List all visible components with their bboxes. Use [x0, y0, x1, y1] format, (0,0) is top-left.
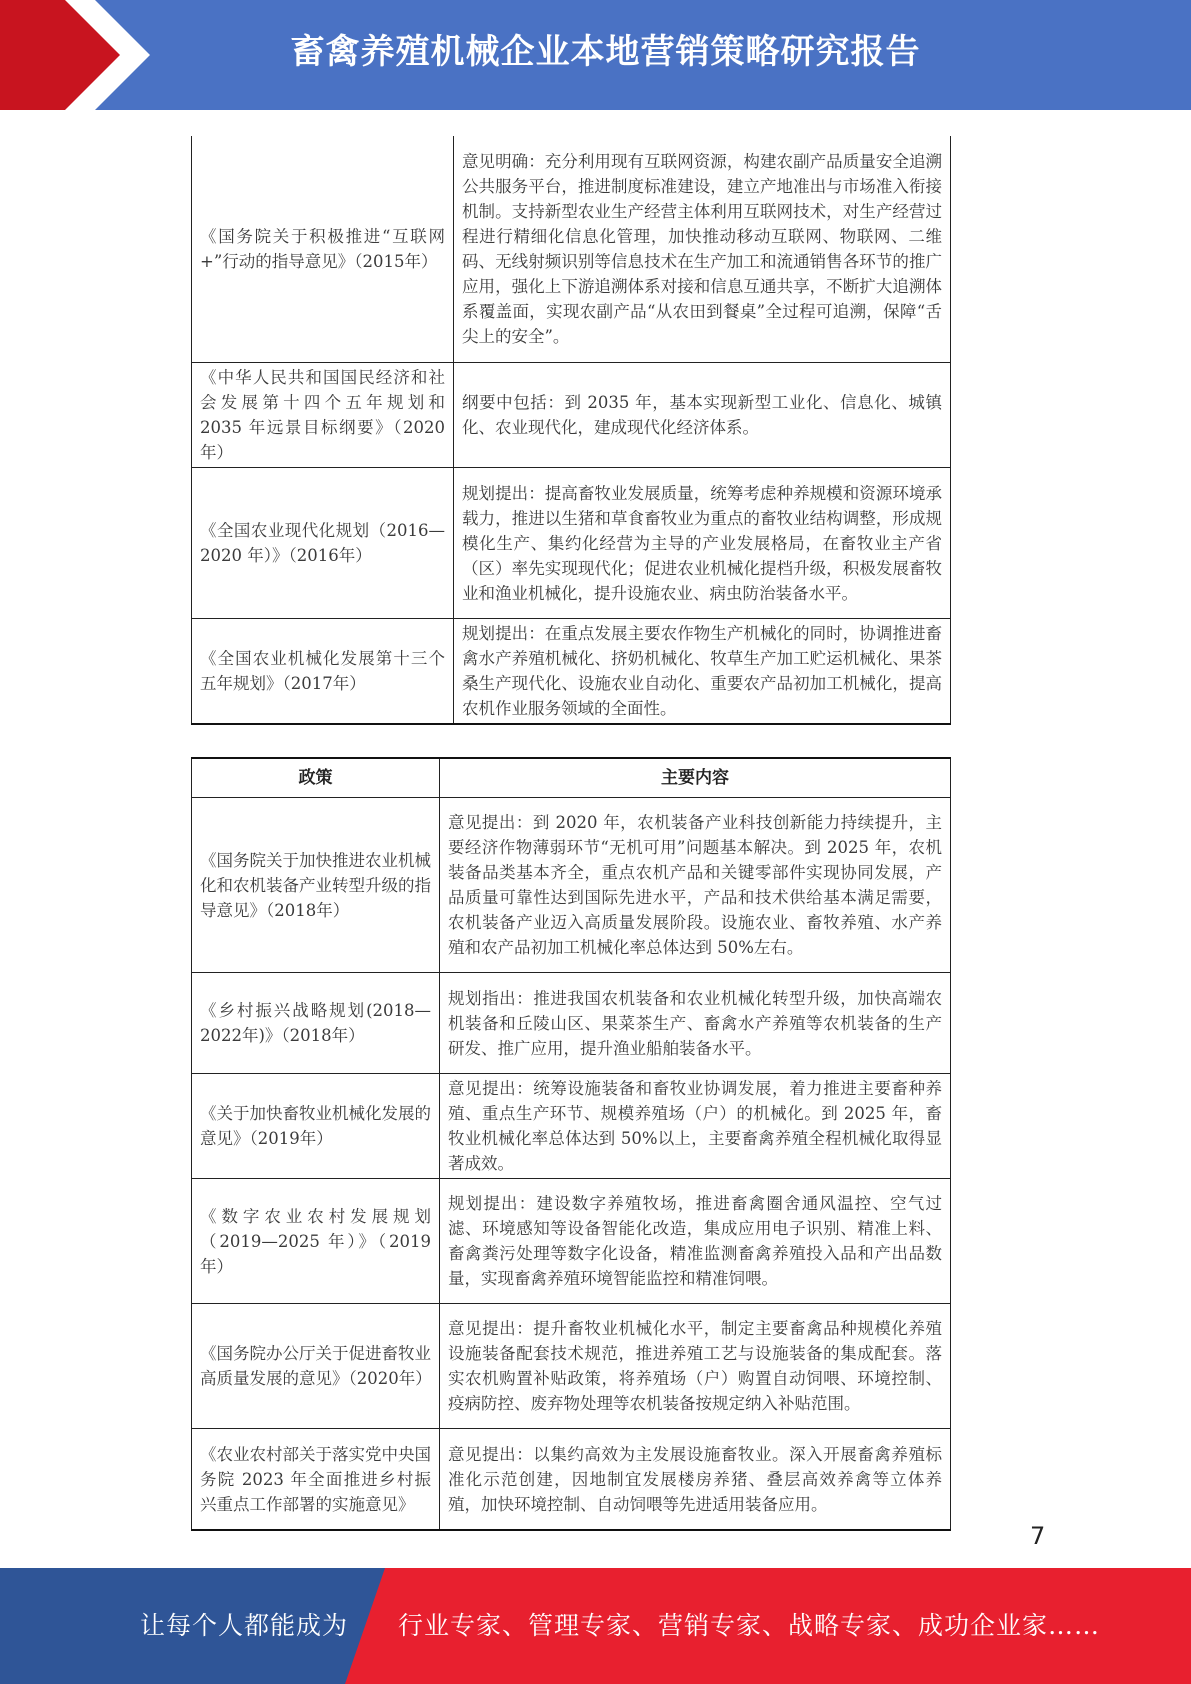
- column-header-content: 主要内容: [440, 758, 951, 798]
- table-row: [192, 619, 951, 725]
- report-title: 畜禽养殖机械企业本地营销策略研究报告: [290, 32, 921, 72]
- policy-cell: 《国务院关于加快推进农业机械化和农机装备产业转型升级的指导意见》（2018年）: [192, 798, 440, 973]
- content-cell: 纲要中包括：到 2035 年，基本实现新型工业化、信息化、城镇化、农业现代化，建成现代化经济体系。: [454, 363, 951, 468]
- table-row: [192, 468, 951, 619]
- footer-banner: [0, 1568, 1191, 1684]
- policy-cell: 《全国农业机械化发展第十三个五年规划》（2017年）: [192, 619, 454, 725]
- content-cell: 意见提出：统筹设施装备和畜牧业协调发展，着力推进主要畜种养殖、重点生产环节、规模养殖场（户）的机械化。到 2025 年，畜牧业机械化率总体达到 50%以上，主要畜禽养殖全程机械化取得显著成效。: [440, 1074, 951, 1179]
- content-cell: 规划指出：推进我国农机装备和农业机械化转型升级，加快高端农机装备和丘陵山区、果菜茶生产、畜禽水产养殖等农机装备的生产研发、推广应用，提升渔业船舶装备水平。: [440, 973, 951, 1074]
- table-row: [192, 973, 951, 1074]
- policy-table-continued: [191, 136, 951, 725]
- policy-cell: 《关于加快畜牧业机械化发展的意见》（2019年）: [192, 1074, 440, 1179]
- footer-slogan-left: 让每个人都能成为: [140, 1611, 349, 1640]
- policy-cell: 《中华人民共和国国民经济和社会发展第十四个五年规划和 2035 年远景目标纲要》（2020年）: [192, 363, 454, 468]
- policy-table: [191, 757, 951, 1531]
- content-cell: 规划提出：建设数字养殖牧场，推进畜禽圈舍通风温控、空气过滤、环境感知等设备智能化改造，集成应用电子识别、精准上料、畜禽粪污处理等数字化设备，精准监测畜禽养殖投入品和产出品数量，实现畜禽养殖环境智能监控和精准饲喂。: [440, 1179, 951, 1304]
- policy-cell: 《农业农村部关于落实党中央国务院 2023 年全面推进乡村振兴重点工作部署的实施意见》: [192, 1429, 440, 1531]
- content-cell: 规划提出：在重点发展主要农作物生产机械化的同时，协调推进畜禽水产养殖机械化、挤奶机械化、牧草生产加工贮运机械化、果茶桑生产现代化、设施农业自动化、重要农产品初加工机械化，提高农机作业服务领域的全面性。: [454, 619, 951, 725]
- page-number: 7: [1030, 1522, 1046, 1550]
- policy-cell: 《国务院关于积极推进“互联网+”行动的指导意见》（2015年）: [192, 136, 454, 363]
- table-header-row: [192, 758, 951, 798]
- header-banner: [0, 0, 1191, 110]
- table-row: [192, 798, 951, 973]
- table-row: [192, 1179, 951, 1304]
- table-row: [192, 1429, 951, 1531]
- footer-slogan-right: 行业专家、管理专家、营销专家、战略专家、成功企业家……: [398, 1611, 1101, 1640]
- policy-cell: 《全国农业现代化规划（2016—2020 年）》（2016年）: [192, 468, 454, 619]
- content-cell: 意见明确：充分利用现有互联网资源，构建农副产品质量安全追溯公共服务平台，推进制度标准建设，建立产地准出与市场准入衔接机制。支持新型农业生产经营主体利用互联网技术，对生产经营过程进行精细化信息化管理，加快推动移动互联网、物联网、二维码、无线射频识别等信息技术在生产加工和流通销售各环节的推广应用，强化上下游追溯体系对接和信息互通共享，不断扩大追溯体系覆盖面，实现农副产品“从农田到餐桌”全过程可追溯，保障“舌尖上的安全”。: [454, 136, 951, 363]
- column-header-policy: 政策: [192, 758, 440, 798]
- content-cell: 意见提出：到 2020 年，农机装备产业科技创新能力持续提升，主要经济作物薄弱环节“无机可用”问题基本解决。到 2025 年，农机装备品类基本齐全，重点农机产品和关键零部件实现协同发展，产品质量可靠性达到国际先进水平，产品和技术供给基本满足需要，农机装备产业迈入高质量发展阶段。设施农业、畜牧养殖、水产养殖和农产品初加工机械化率总体达到 50%左右。: [440, 798, 951, 973]
- content-cell: 规划提出：提高畜牧业发展质量，统筹考虑种养规模和资源环境承载力，推进以生猪和草食畜牧业为重点的畜牧业结构调整，形成规模化生产、集约化经营为主导的产业发展格局，在畜牧业主产省（区）率先实现现代化；促进农业机械化提档升级，积极发展畜牧业和渔业机械化，提升设施农业、病虫防治装备水平。: [454, 468, 951, 619]
- table-row: [192, 1304, 951, 1429]
- policy-cell: 《国务院办公厅关于促进畜牧业高质量发展的意见》（2020年）: [192, 1304, 440, 1429]
- content-cell: 意见提出：以集约高效为主发展设施畜牧业。深入开展畜禽养殖标准化示范创建，因地制宜发展楼房养猪、叠层高效养禽等立体养殖，加快环境控制、自动饲喂等先进适用装备应用。: [440, 1429, 951, 1531]
- table-row: [192, 136, 951, 363]
- content-cell: 意见提出：提升畜牧业机械化水平，制定主要畜禽品种规模化养殖设施装备配套技术规范，推进养殖工艺与设施装备的集成配套。落实农机购置补贴政策，将养殖场（户）购置自动饲喂、环境控制、疫病防控、废弃物处理等农机装备按规定纳入补贴范围。: [440, 1304, 951, 1429]
- policy-cell: 《数字农业农村发展规划（2019—2025 年）》（2019年）: [192, 1179, 440, 1304]
- table-row: [192, 363, 951, 468]
- table-row: [192, 1074, 951, 1179]
- policy-cell: 《乡村振兴战略规划(2018—2022年)》（2018年）: [192, 973, 440, 1074]
